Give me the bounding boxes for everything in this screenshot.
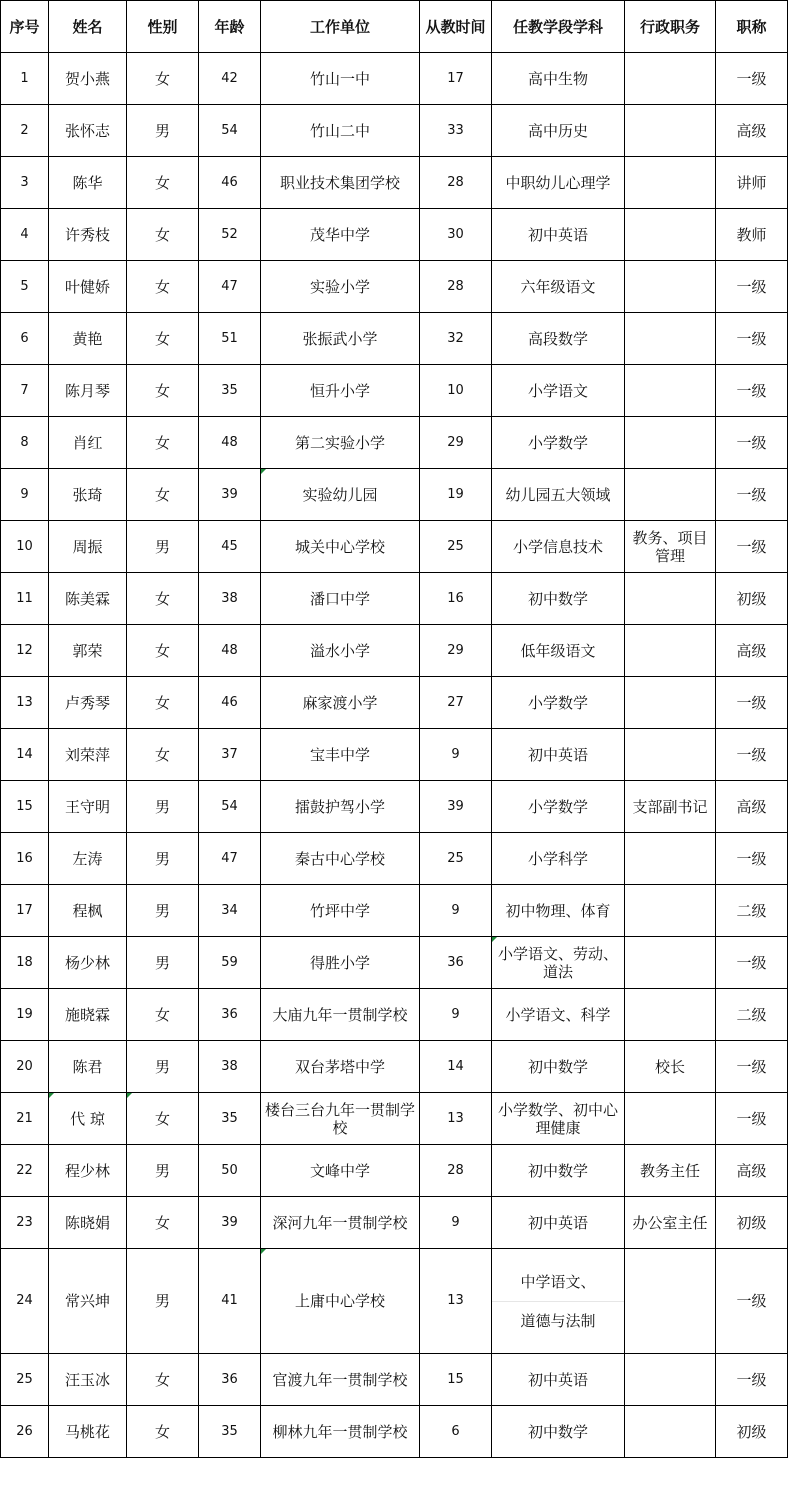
- cell-admin-position: [625, 677, 716, 729]
- cell-index: 15: [1, 781, 49, 833]
- comment-marker-icon: [492, 937, 497, 942]
- col-header-name: 姓名: [49, 1, 127, 53]
- cell-name: 陈月琴: [49, 365, 127, 417]
- cell-name: 程少林: [49, 1145, 127, 1197]
- cell-index: 22: [1, 1145, 49, 1197]
- cell-gender: 女: [127, 1354, 199, 1406]
- table-row: [1, 1354, 788, 1406]
- cell-title: 初级: [716, 1197, 788, 1249]
- cell-admin-position: [625, 1093, 716, 1145]
- cell-index: 12: [1, 625, 49, 677]
- cell-workplace: 潘口中学: [261, 573, 420, 625]
- cell-subject: 高中生物: [492, 53, 625, 105]
- cell-age: 39: [199, 469, 261, 521]
- cell-gender: 男: [127, 521, 199, 573]
- cell-name: 周振: [49, 521, 127, 573]
- cell-subject: 初中英语: [492, 1197, 625, 1249]
- cell-teaching-years: 13: [420, 1093, 492, 1145]
- cell-gender: 女: [127, 1406, 199, 1458]
- cell-teaching-years: 36: [420, 937, 492, 989]
- cell-gender: 男: [127, 105, 199, 157]
- cell-admin-position: [625, 53, 716, 105]
- cell-age: 45: [199, 521, 261, 573]
- cell-index: 19: [1, 989, 49, 1041]
- cell-title: 教师: [716, 209, 788, 261]
- cell-age: 47: [199, 833, 261, 885]
- cell-workplace: 恒升小学: [261, 365, 420, 417]
- cell-admin-position: 教务、项目管理: [625, 521, 716, 573]
- cell-age: 35: [199, 365, 261, 417]
- cell-title: 初级: [716, 573, 788, 625]
- cell-subject: 低年级语文: [492, 625, 625, 677]
- cell-age: 48: [199, 625, 261, 677]
- cell-title: 一级: [716, 1354, 788, 1406]
- cell-gender: 女: [127, 157, 199, 209]
- cell-age: 48: [199, 417, 261, 469]
- table-row: [1, 1041, 788, 1093]
- cell-age: 36: [199, 1354, 261, 1406]
- cell-teaching-years: 9: [420, 885, 492, 937]
- cell-subject: 小学信息技术: [492, 521, 625, 573]
- cell-name: 常兴坤: [49, 1249, 127, 1354]
- cell-index: 16: [1, 833, 49, 885]
- cell-title: 一级: [716, 365, 788, 417]
- cell-age: 52: [199, 209, 261, 261]
- cell-age: 47: [199, 261, 261, 313]
- cell-gender: 女: [127, 729, 199, 781]
- cell-age: 37: [199, 729, 261, 781]
- cell-admin-position: [625, 313, 716, 365]
- table-row: [1, 53, 788, 105]
- cell-title: 一级: [716, 1093, 788, 1145]
- cell-title: 一级: [716, 833, 788, 885]
- cell-index: 24: [1, 1249, 49, 1354]
- cell-subject: 小学科学: [492, 833, 625, 885]
- table-row: [1, 521, 788, 573]
- cell-workplace: 擂鼓护驾小学: [261, 781, 420, 833]
- cell-gender: 女: [127, 989, 199, 1041]
- cell-gender: 男: [127, 1249, 199, 1354]
- cell-teaching-years: 29: [420, 417, 492, 469]
- cell-workplace: 实验小学: [261, 261, 420, 313]
- cell-admin-position: 教务主任: [625, 1145, 716, 1197]
- cell-admin-position: [625, 989, 716, 1041]
- cell-index: 2: [1, 105, 49, 157]
- cell-name: 刘荣萍: [49, 729, 127, 781]
- cell-workplace: 秦古中心学校: [261, 833, 420, 885]
- cell-workplace: 溢水小学: [261, 625, 420, 677]
- cell-name: 黄艳: [49, 313, 127, 365]
- cell-teaching-years: 27: [420, 677, 492, 729]
- cell-name: 肖红: [49, 417, 127, 469]
- cell-gender: 男: [127, 1041, 199, 1093]
- cell-title: 初级: [716, 1406, 788, 1458]
- cell-subject: 初中数学: [492, 573, 625, 625]
- table-row: [1, 781, 788, 833]
- cell-workplace: 职业技术集团学校: [261, 157, 420, 209]
- cell-gender: 女: [127, 209, 199, 261]
- cell-age: 36: [199, 989, 261, 1041]
- cell-workplace: 大庙九年一贯制学校: [261, 989, 420, 1041]
- cell-subject: 初中英语: [492, 1354, 625, 1406]
- cell-admin-position: [625, 1406, 716, 1458]
- cell-admin-position: [625, 417, 716, 469]
- cell-title: 一级: [716, 937, 788, 989]
- cell-subject: 小学数学: [492, 677, 625, 729]
- cell-subject: 六年级语文: [492, 261, 625, 313]
- cell-teaching-years: 28: [420, 261, 492, 313]
- cell-teaching-years: 17: [420, 53, 492, 105]
- cell-age: 35: [199, 1406, 261, 1458]
- table-row: [1, 1145, 788, 1197]
- cell-name: 张琦: [49, 469, 127, 521]
- cell-age: 34: [199, 885, 261, 937]
- comment-marker-icon: [49, 1093, 54, 1098]
- cell-subject: 小学语文: [492, 365, 625, 417]
- cell-age: 39: [199, 1197, 261, 1249]
- cell-admin-position: [625, 729, 716, 781]
- cell-workplace: 官渡九年一贯制学校: [261, 1354, 420, 1406]
- cell-subject: 小学语文、劳动、道法: [492, 937, 625, 989]
- cell-admin-position: [625, 157, 716, 209]
- cell-index: 8: [1, 417, 49, 469]
- cell-age: 51: [199, 313, 261, 365]
- cell-subject: 小学数学: [492, 781, 625, 833]
- cell-admin-position: [625, 469, 716, 521]
- cell-teaching-years: 14: [420, 1041, 492, 1093]
- cell-gender: 男: [127, 885, 199, 937]
- cell-age: 38: [199, 573, 261, 625]
- cell-name: 陈华: [49, 157, 127, 209]
- table-row: [1, 677, 788, 729]
- cell-age: 54: [199, 781, 261, 833]
- cell-teaching-years: 16: [420, 573, 492, 625]
- cell-gender: 女: [127, 625, 199, 677]
- col-header-subject: 任教学段学科: [492, 1, 625, 53]
- cell-index: 9: [1, 469, 49, 521]
- col-header-workplace: 工作单位: [261, 1, 420, 53]
- table-row: [1, 313, 788, 365]
- cell-workplace: 第二实验小学: [261, 417, 420, 469]
- cell-age: 50: [199, 1145, 261, 1197]
- cell-subject: 初中物理、体育: [492, 885, 625, 937]
- cell-workplace: 得胜小学: [261, 937, 420, 989]
- cell-title: 一级: [716, 313, 788, 365]
- cell-subject: 初中数学: [492, 1406, 625, 1458]
- table-row: [1, 1197, 788, 1249]
- cell-age: 41: [199, 1249, 261, 1354]
- header-row: [1, 1, 788, 53]
- comment-marker-icon: [127, 1093, 132, 1098]
- cell-name: 陈晓娟: [49, 1197, 127, 1249]
- cell-index: 25: [1, 1354, 49, 1406]
- cell-name: 叶健娇: [49, 261, 127, 313]
- cell-gender: 女: [127, 417, 199, 469]
- cell-admin-position: [625, 105, 716, 157]
- cell-index: 18: [1, 937, 49, 989]
- cell-workplace: 双台茅塔中学: [261, 1041, 420, 1093]
- cell-workplace: 茂华中学: [261, 209, 420, 261]
- cell-name: 杨少林: [49, 937, 127, 989]
- cell-gender: 女: [127, 677, 199, 729]
- cell-title: 二级: [716, 989, 788, 1041]
- cell-teaching-years: 28: [420, 1145, 492, 1197]
- comment-marker-icon: [261, 1249, 266, 1254]
- cell-name: 陈美霖: [49, 573, 127, 625]
- cell-gender: 女: [127, 313, 199, 365]
- cell-teaching-years: 25: [420, 521, 492, 573]
- table-row: [1, 625, 788, 677]
- cell-age: 35: [199, 1093, 261, 1145]
- cell-teaching-years: 25: [420, 833, 492, 885]
- cell-age: 42: [199, 53, 261, 105]
- cell-subject: 高段数学: [492, 313, 625, 365]
- cell-subject: 初中英语: [492, 209, 625, 261]
- cell-subject-line: 中学语文、: [492, 1273, 624, 1302]
- table-row: [1, 885, 788, 937]
- cell-index: 26: [1, 1406, 49, 1458]
- cell-index: 7: [1, 365, 49, 417]
- cell-subject: 小学数学、初中心理健康: [492, 1093, 625, 1145]
- cell-index: 23: [1, 1197, 49, 1249]
- cell-title: 二级: [716, 885, 788, 937]
- table-row: [1, 157, 788, 209]
- col-header-index: 序号: [1, 1, 49, 53]
- cell-index: 6: [1, 313, 49, 365]
- cell-index: 10: [1, 521, 49, 573]
- cell-admin-position: [625, 573, 716, 625]
- cell-admin-position: [625, 261, 716, 313]
- table-body: [1, 53, 788, 1458]
- cell-admin-position: 支部副书记: [625, 781, 716, 833]
- cell-index: 5: [1, 261, 49, 313]
- cell-name: 卢秀琴: [49, 677, 127, 729]
- cell-admin-position: [625, 625, 716, 677]
- cell-title: 一级: [716, 1041, 788, 1093]
- cell-subject: [492, 1249, 625, 1354]
- col-header-gender: 性别: [127, 1, 199, 53]
- cell-index: 13: [1, 677, 49, 729]
- table-row: [1, 937, 788, 989]
- cell-admin-position: [625, 885, 716, 937]
- cell-gender: 男: [127, 1145, 199, 1197]
- cell-name: 许秀枝: [49, 209, 127, 261]
- cell-workplace: 深河九年一贯制学校: [261, 1197, 420, 1249]
- cell-admin-position: [625, 365, 716, 417]
- cell-title: 高级: [716, 625, 788, 677]
- cell-teaching-years: 30: [420, 209, 492, 261]
- cell-admin-position: 校长: [625, 1041, 716, 1093]
- cell-name: 左涛: [49, 833, 127, 885]
- cell-workplace: 城关中心学校: [261, 521, 420, 573]
- cell-teaching-years: 32: [420, 313, 492, 365]
- cell-age: 59: [199, 937, 261, 989]
- cell-teaching-years: 13: [420, 1249, 492, 1354]
- table-row: [1, 105, 788, 157]
- cell-title: 高级: [716, 1145, 788, 1197]
- col-header-teaching-years: 从教时间: [420, 1, 492, 53]
- cell-name: 程枫: [49, 885, 127, 937]
- cell-name: 郭荣: [49, 625, 127, 677]
- cell-subject: 高中历史: [492, 105, 625, 157]
- cell-gender: 女: [127, 469, 199, 521]
- table-row: [1, 1249, 788, 1354]
- cell-title: 一级: [716, 53, 788, 105]
- cell-name: 代 琼: [49, 1093, 127, 1145]
- cell-subject: 初中英语: [492, 729, 625, 781]
- cell-teaching-years: 6: [420, 1406, 492, 1458]
- cell-age: 46: [199, 677, 261, 729]
- table-row: [1, 469, 788, 521]
- cell-subject: 初中数学: [492, 1145, 625, 1197]
- cell-workplace: 宝丰中学: [261, 729, 420, 781]
- cell-teaching-years: 9: [420, 989, 492, 1041]
- cell-teaching-years: 33: [420, 105, 492, 157]
- cell-teaching-years: 9: [420, 1197, 492, 1249]
- cell-gender: 男: [127, 833, 199, 885]
- cell-title: 一级: [716, 261, 788, 313]
- cell-workplace: 竹坪中学: [261, 885, 420, 937]
- cell-teaching-years: 10: [420, 365, 492, 417]
- cell-gender: 女: [127, 53, 199, 105]
- cell-name: 贺小燕: [49, 53, 127, 105]
- cell-title: 一级: [716, 677, 788, 729]
- cell-gender: 男: [127, 781, 199, 833]
- table-row: [1, 729, 788, 781]
- table-row: [1, 365, 788, 417]
- table-row: [1, 989, 788, 1041]
- col-header-admin-position: 行政职务: [625, 1, 716, 53]
- cell-gender: 女: [127, 1093, 199, 1145]
- cell-subject: 初中数学: [492, 1041, 625, 1093]
- cell-name: 王守明: [49, 781, 127, 833]
- cell-subject: 中职幼儿心理学: [492, 157, 625, 209]
- cell-gender: 女: [127, 1197, 199, 1249]
- table-row: [1, 209, 788, 261]
- cell-index: 11: [1, 573, 49, 625]
- comment-marker-icon: [261, 469, 266, 474]
- cell-index: 17: [1, 885, 49, 937]
- cell-admin-position: [625, 209, 716, 261]
- cell-subject-line: 道德与法制: [520, 1311, 596, 1330]
- cell-workplace: 上庸中心学校: [261, 1249, 420, 1354]
- cell-admin-position: [625, 833, 716, 885]
- cell-gender: 女: [127, 261, 199, 313]
- cell-title: 高级: [716, 781, 788, 833]
- table-row: [1, 261, 788, 313]
- cell-title: 讲师: [716, 157, 788, 209]
- cell-workplace: 实验幼儿园: [261, 469, 420, 521]
- table-row: [1, 1406, 788, 1458]
- cell-index: 1: [1, 53, 49, 105]
- table-row: [1, 573, 788, 625]
- cell-name: 施晓霖: [49, 989, 127, 1041]
- cell-admin-position: 办公室主任: [625, 1197, 716, 1249]
- cell-teaching-years: 19: [420, 469, 492, 521]
- col-header-age: 年龄: [199, 1, 261, 53]
- cell-age: 54: [199, 105, 261, 157]
- cell-workplace: 张振武小学: [261, 313, 420, 365]
- cell-index: 14: [1, 729, 49, 781]
- cell-teaching-years: 29: [420, 625, 492, 677]
- cell-workplace: 楼台三台九年一贯制学校: [261, 1093, 420, 1145]
- cell-age: 38: [199, 1041, 261, 1093]
- cell-teaching-years: 9: [420, 729, 492, 781]
- cell-teaching-years: 28: [420, 157, 492, 209]
- cell-workplace: 竹山二中: [261, 105, 420, 157]
- cell-workplace: 柳林九年一贯制学校: [261, 1406, 420, 1458]
- cell-index: 20: [1, 1041, 49, 1093]
- table-row: [1, 1093, 788, 1145]
- table-row: [1, 833, 788, 885]
- cell-title: 一级: [716, 521, 788, 573]
- cell-name: 陈君: [49, 1041, 127, 1093]
- cell-index: 21: [1, 1093, 49, 1145]
- cell-subject: 幼儿园五大领域: [492, 469, 625, 521]
- cell-teaching-years: 15: [420, 1354, 492, 1406]
- cell-workplace: 麻家渡小学: [261, 677, 420, 729]
- cell-name: 马桃花: [49, 1406, 127, 1458]
- cell-gender: 女: [127, 573, 199, 625]
- cell-workplace: 文峰中学: [261, 1145, 420, 1197]
- cell-index: 4: [1, 209, 49, 261]
- cell-admin-position: [625, 1249, 716, 1354]
- cell-title: 一级: [716, 417, 788, 469]
- cell-title: 高级: [716, 105, 788, 157]
- cell-gender: 女: [127, 365, 199, 417]
- cell-admin-position: [625, 937, 716, 989]
- cell-admin-position: [625, 1354, 716, 1406]
- cell-title: 一级: [716, 1249, 788, 1354]
- cell-index: 3: [1, 157, 49, 209]
- cell-teaching-years: 39: [420, 781, 492, 833]
- col-header-title: 职称: [716, 1, 788, 53]
- cell-title: 一级: [716, 729, 788, 781]
- cell-gender: 男: [127, 937, 199, 989]
- cell-workplace: 竹山一中: [261, 53, 420, 105]
- cell-name: 汪玉冰: [49, 1354, 127, 1406]
- cell-subject: 小学数学: [492, 417, 625, 469]
- cell-subject: 小学语文、科学: [492, 989, 625, 1041]
- cell-age: 46: [199, 157, 261, 209]
- cell-name: 张怀志: [49, 105, 127, 157]
- table-row: [1, 417, 788, 469]
- cell-title: 一级: [716, 469, 788, 521]
